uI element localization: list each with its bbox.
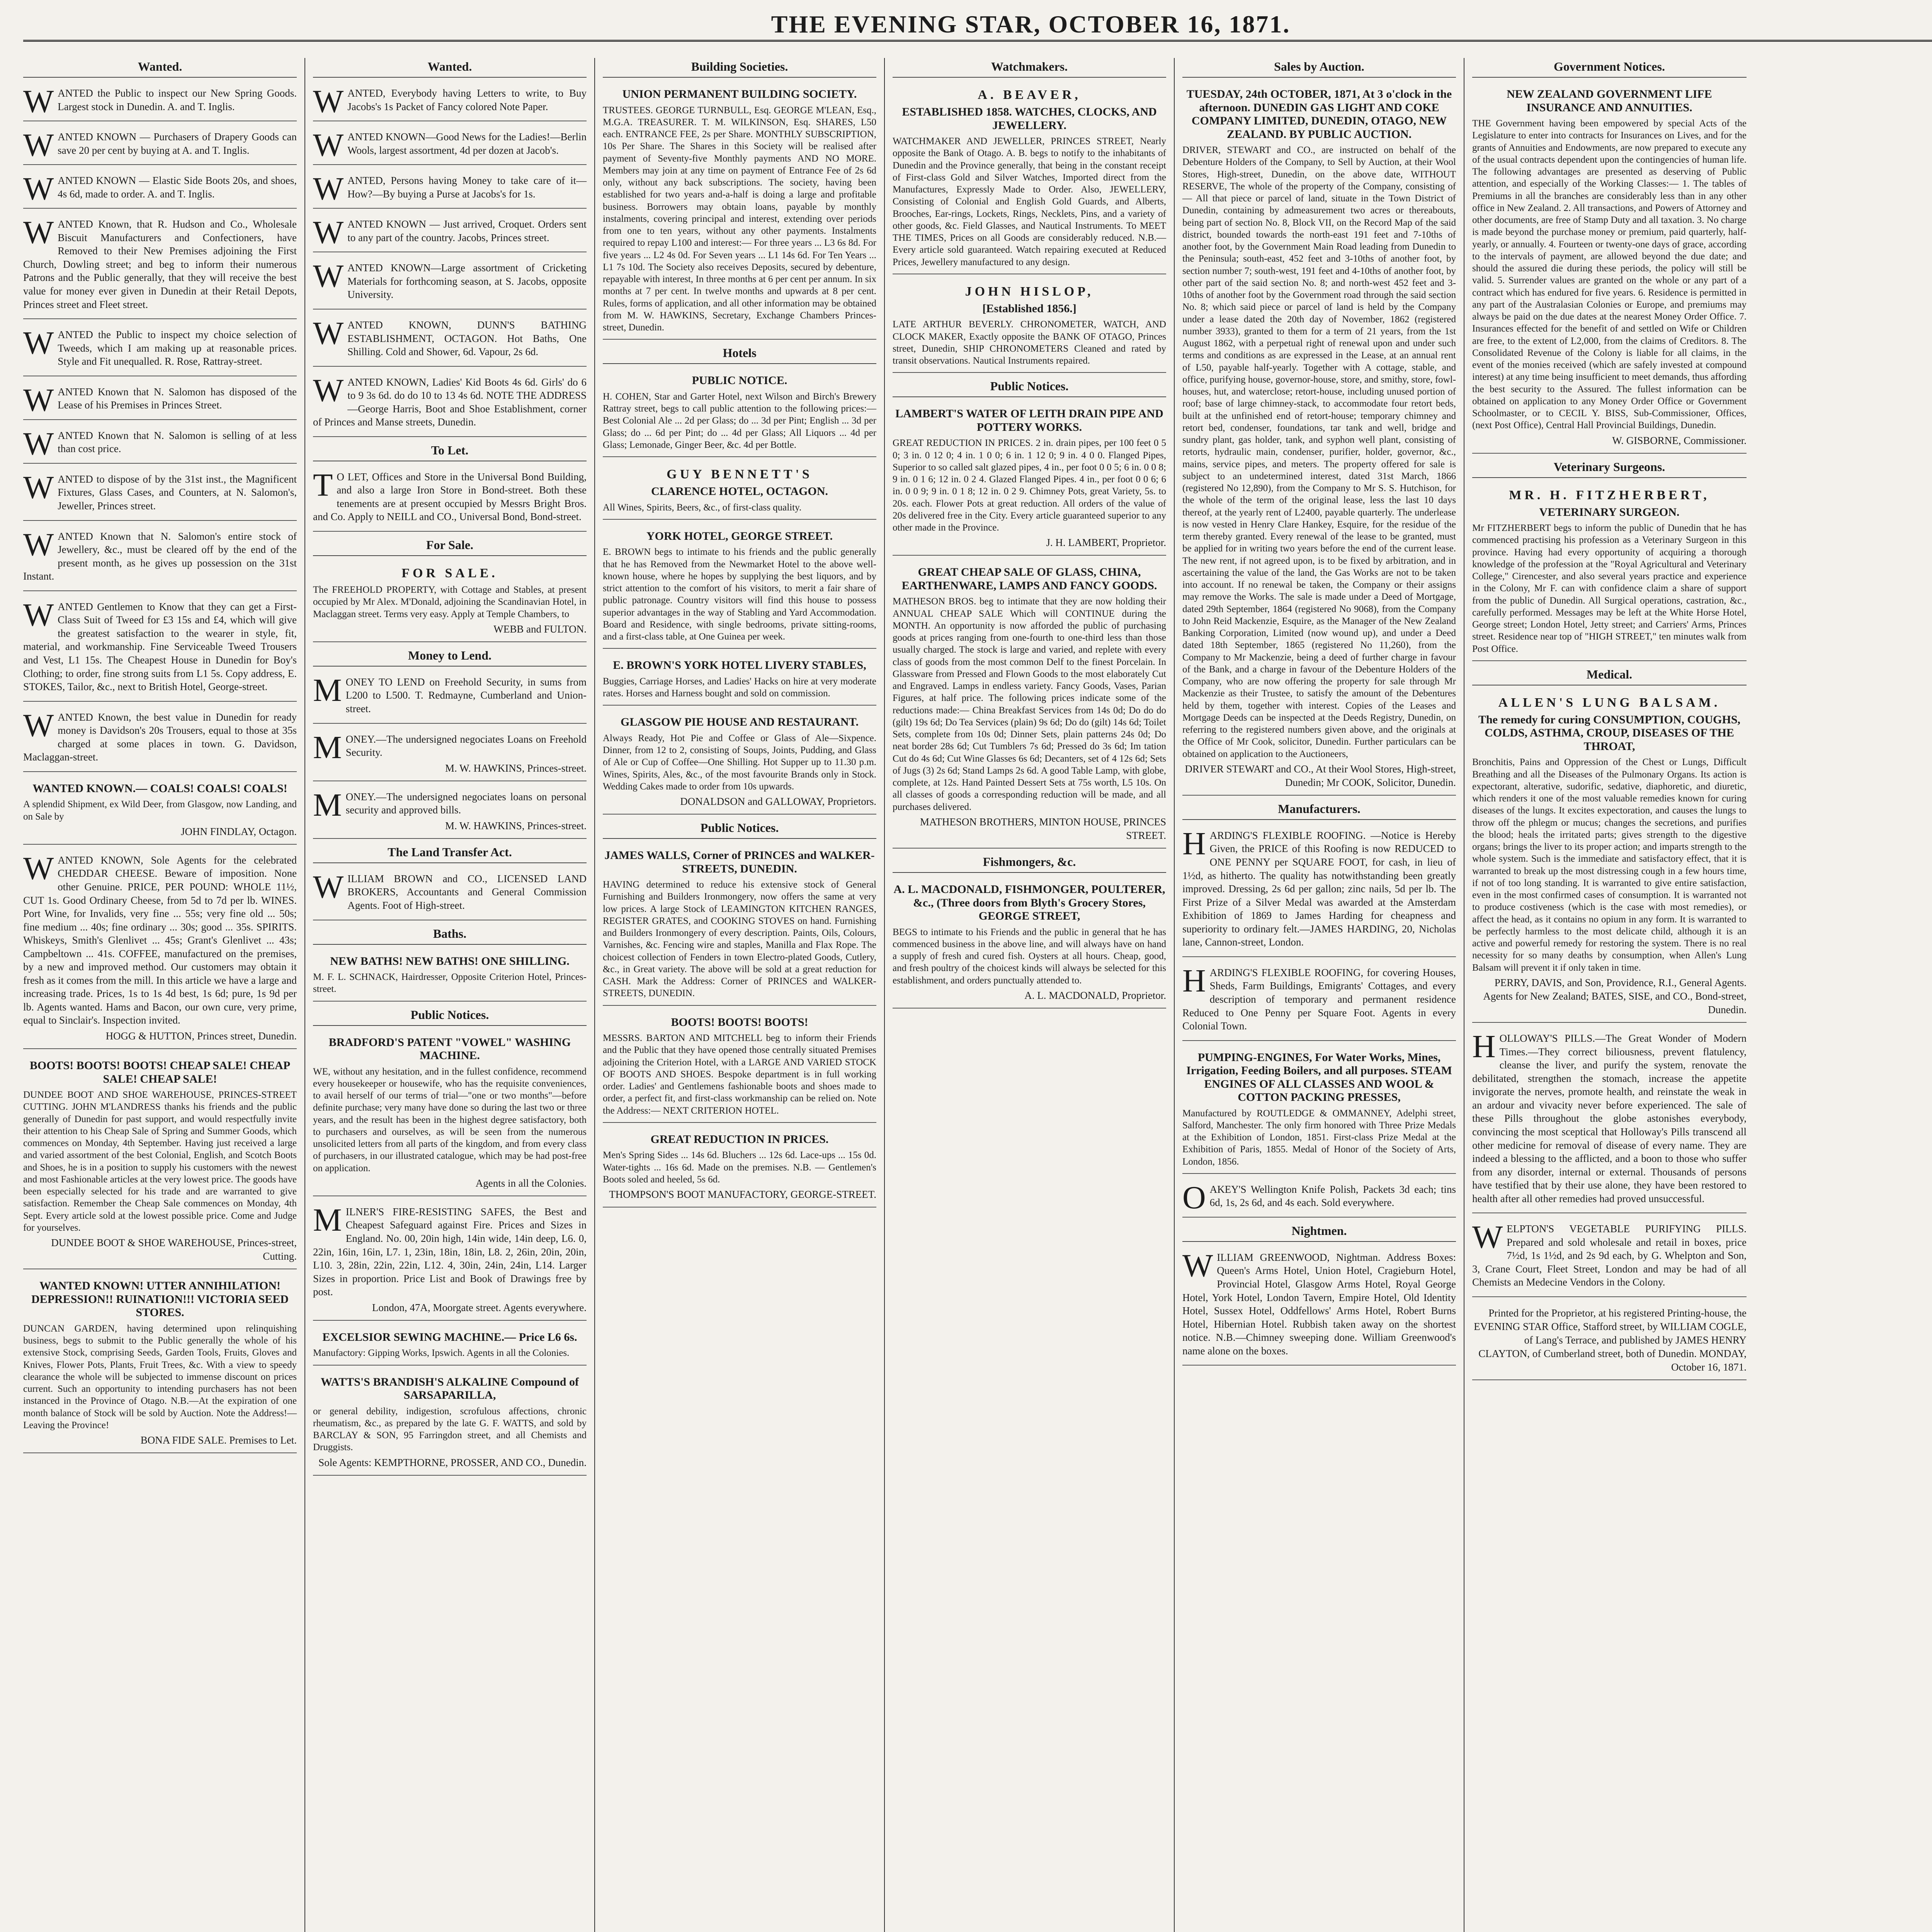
ad-body: WELPTON'S VEGETABLE PURIFYING PILLS. Prepared and sold wholesale and retail in boxes, price 7½d, 1s 1½d, and 2s 9d each, by G. Whelpton and Son, 3, Crane Court, Fleet Street, London and may be had of all Chemists an Medecine Vendors in the Colony. xyxy=(1472,1219,1747,1288)
ad-body: WANTED KNOWN—Large assortment of Cricketing Materials for forthcoming season, at S. Jacobs, opposite University. xyxy=(313,258,587,301)
newspaper-title: THE EVENING STAR, OCTOBER 16, 1871. xyxy=(771,10,1291,38)
advertisement xyxy=(23,777,297,845)
advertisement xyxy=(313,257,587,310)
advertisement xyxy=(1472,483,1747,661)
ad-signature: THOMPSON'S BOOT MANUFACTORY, GEORGE-STREET. xyxy=(609,1189,876,1201)
ad-heading: NEW ZEALAND GOVERNMENT LIFE INSURANCE AND ANNUITIES. xyxy=(1507,88,1712,114)
advertisement xyxy=(313,371,587,437)
ad-body: H. COHEN, Star and Garter Hotel, next Wilson and Birch's Brewery Rattray street, begs to call public attention to the following prices:— Best Colonial Ale ... 2d per Glass; do ... 3d per Pint; English ... 3d per Glass; do ... 6d per Pint; do ... 4d per Glass; All Liquors ... 4d per Glass; Lemonade, Ginger Beer, &c. 4d per Bottle. xyxy=(603,391,876,450)
ad-display-heading: JOHN HISLOP, xyxy=(965,284,1094,299)
ad-body: DUNCAN GARDEN, having determined upon relinquishing business, begs to submit to the Public generally the whole of his extensive Stock, comprising Seeds, Garden Tools, Fruits, Gloves and Knives, Flower Pots, Plants, Fruit Trees, &c. With a view to speedy clearance the whole will be subjected to immense discount on prices current. Such an opportunity to intending purchasers has not been instanced in the Province of Otago. N.B.—At the expiration of one month balance of Stock will be sold by Auction. Note the Address!—Leaving the Province! xyxy=(23,1323,297,1430)
advertisement xyxy=(1182,825,1456,957)
ad-heading: WANTED KNOWN.— COALS! COALS! COALS! xyxy=(32,782,287,795)
section-heading: Watchmakers. xyxy=(893,58,1166,78)
advertisement xyxy=(603,82,876,340)
ad-heading: YORK HOTEL, GEORGE STREET. xyxy=(646,529,833,543)
section-heading: Fishmongers, &c. xyxy=(893,853,1166,873)
ad-body: WANTED KNOWN — Elastic Side Boots 20s, and shoes, 4s 6d, made to order. A. and T. Inglis. xyxy=(23,171,297,207)
section-heading: Baths. xyxy=(313,925,587,945)
advertisement xyxy=(313,126,587,165)
advertisement xyxy=(313,1201,587,1321)
ad-heading: [Established 1856.] xyxy=(982,302,1077,315)
ad-display-heading: FOR SALE. xyxy=(401,566,498,581)
ad-body: WANTED KNOWN — Purchasers of Drapery Goods can save 20 per cent by buying at A. and T. Inglis. xyxy=(23,127,297,163)
advertisement xyxy=(313,728,587,781)
section-heading: Public Notices. xyxy=(893,378,1166,397)
advertisement xyxy=(23,126,297,165)
advertisement xyxy=(313,170,587,209)
ad-body: HAVING determined to reduce his extensive stock of General Furnishing and Builders Ironmongery, now offers the same at very low prices. A large Stock of LEAMINGTON KITCHEN RANGES, REGISTER GRATES, and COOKING STOVES on hand. Furnishing and Builders Ironmongery of every description. Paints, Oils, Colours, Varnishes, &c. Fencing wire and staples, Manilla and Flax Rope. The choicest collection of Fenders in town Electro-plated Goods, Cutlery, &c., in Great variety. The above will be sold at a great reduction for CASH. Mark the Address: Corner of PRINCES and WALKER-STREETS, DUNEDIN. xyxy=(603,879,876,999)
ad-heading: UNION PERMANENT BUILDING SOCIETY. xyxy=(622,88,857,100)
advertisement xyxy=(603,1010,876,1123)
advertisement xyxy=(23,706,297,772)
ad-body: Buggies, Carriage Horses, and Ladies' Hacks on hire at very moderate rates. Horses and Harness bought and sold on commission. xyxy=(603,676,876,699)
ad-body: WANTED KNOWN, DUNN'S BATHING ESTABLISHMENT, OCTAGON. Hot Baths, One Shilling. Cold and Shower, 6d. Vapour, 2s 6d. xyxy=(313,315,587,358)
section-heading: Veterinary Surgeons. xyxy=(1472,458,1747,478)
ad-signature: A. L. MACDONALD, Proprietor. xyxy=(1024,989,1166,1001)
ad-heading: GREAT CHEAP SALE OF GLASS, CHINA, EARTHENWARE, LAMPS AND FANCY GOODS. xyxy=(901,566,1157,592)
advertisement xyxy=(1472,1218,1747,1297)
ad-body: GREAT REDUCTION IN PRICES. 2 in. drain pipes, per 100 feet 0 5 0; 3 in. 0 12 0; 4 in. 1 0 0; 6 in. 1 12 0; 9 in. 4 0 0. Flanged Pipes, Superior to so called salt glazed pipes, 4 in., per foot 0 0 5; 6 in. 0 0 8; 9 in. 0 1 6; 12 in. 0 2 4. Glazed Flanged Pipes. 4 in., per foot 0 0 6; 6 in. 0 0 9; 9 in. 0 1 8; 12 in. 0 2 9. Chimney Pots, great Variety, 5s. to 20s. each. Flower Pots at great reduction. All orders of the value of 20s delivered free in the City. Every article guaranteed superior to any other made in the Province. xyxy=(893,438,1166,533)
ad-heading: TUESDAY, 24th OCTOBER, 1871, At 3 o'clock in the afternoon. DUNEDIN GAS LIGHT AND COKE COMPANY LIMITED, DUNEDIN, OTAGO, NEW ZEALAND. BY PUBLIC AUCTION. xyxy=(1186,88,1452,141)
ad-heading: BOOTS! BOOTS! BOOTS! CHEAP SALE! CHEAP SALE! CHEAP SALE! xyxy=(29,1059,291,1085)
ad-heading: LAMBERT'S WATER OF LEITH DRAIN PIPE AND POTTERY WORKS. xyxy=(895,407,1163,434)
ad-heading: JAMES WALLS, Corner of PRINCES and WALKER-STREETS, DUNEDIN. xyxy=(604,849,875,875)
column-4 xyxy=(885,58,1175,1932)
advertisement xyxy=(23,1054,297,1269)
ad-body: HARDING'S FLEXIBLE ROOFING, for covering Houses, Sheds, Farm Buildings, Emigrants' Cottages, and every description of temporary and permanent residence Reduced to One Penny per Square Foot. Agents in every Colonial Town. xyxy=(1182,963,1456,1032)
ad-body: OAKEY'S Wellington Knife Polish, Packets 3d each; tins 6d, 1s, 2s 6d, and 4s each. Sold everywhere. xyxy=(1182,1179,1456,1216)
ad-body: All Wines, Spirits, Beers, &c., of first-class quality. xyxy=(603,502,802,513)
section-heading: Manufacturers. xyxy=(1182,800,1456,820)
ad-heading: BOOTS! BOOTS! BOOTS! xyxy=(671,1015,808,1029)
ad-body: MILNER'S FIRE-RESISTING SAFES, the Best and Cheapest Safeguard against Fire. Prices and Sizes in England. No. 00, 20in high, 14in wide, 14in deep, L6. 0, 22in, 16in, 16in, L7. 1, 23in, 18in, 18in, L8. 2, 26in, 20in, 20in, L10. 3, 28in, 22in, 22in, L12. 4, 30in, 24in, 24in, L14. Larger Sizes in proportion. Price List and Book of Drawings free by post. xyxy=(313,1202,587,1298)
advertisement xyxy=(1182,82,1456,796)
ad-display-heading: A. BEAVER, xyxy=(978,88,1081,102)
ad-heading: GREAT REDUCTION IN PRICES. xyxy=(650,1133,829,1146)
ad-heading: GLASGOW PIE HOUSE AND RESTAURANT. xyxy=(621,716,859,729)
advertisement xyxy=(893,878,1166,1009)
ad-signature: PERRY, DAVIS, and Son, Providence, R.I., General Agents. Agents for New Zealand; BATES, SISE, and CO., Bond-street, Dunedin. xyxy=(1483,976,1747,1016)
ad-body: A splendid Shipment, ex Wild Deer, from Glasgow, now Landing, and on Sale by xyxy=(23,799,297,822)
advertisement xyxy=(23,170,297,209)
advertisement xyxy=(313,314,587,367)
ad-signature: DRIVER STEWART and CO., At their Wool Stores, High-street, Dunedin; Mr COOK, Solicitor, Dunedin. xyxy=(1185,763,1456,788)
ad-body: WANTED, Everybody having Letters to write, to Buy Jacobs's 1s Packet of Fancy colored Note Paper. xyxy=(313,83,587,119)
ad-body: LATE ARTHUR BEVERLY. CHRONOMETER, WATCH, AND CLOCK MAKER, Exactly opposite the BANK OF OTAGO, Princes street, Dunedin, SHIP CHRONOMETERS Cleaned and rated by transit observations. Nautical Instruments repaired. xyxy=(893,319,1166,366)
masthead xyxy=(23,7,1932,42)
ad-body: TO LET, Offices and Store in the Universal Bond Building, and also a large Iron Store in Bond-street. Both these tenements are at present occupied by Messrs Bright Bros. and Co. Apply to NEILL and CO., Universal Bond, Bond-street. xyxy=(313,467,587,523)
ad-body: DRIVER, STEWART and CO., are instructed on behalf of the Debenture Holders of the Company, to Sell by Auction, at their Wool Stores, High-street, Dunedin, on the above date, WITHOUT RESERVE, The whole of the property of the Company, consisting of— All that piece or parcel of land, situate in the Town District of Dunedin, containing by admeasurement two acres or thereabouts, being part of section No. 8, Block VII, on the Record Map of the said district, bounded towards the north-east 191 feet and 7-10ths of another foot, by the Government Main Road leading from Dunedin to the Peninsula; south-east, 452 feet and 3-10ths of another foot, by section number 7; south-west, 191 feet and 4-10ths of another foot, by other part of the said section No. 8; and north-west 452 feet and 3-10ths of another foot by the Government road through the said section No. 8; which said piece or parcel of land is held by the Company under a lease dated the 20th day of November, 1862 (registered number 3933), granted to them for a term of 21 years, from the 1st August 1862, with a perpetual right of renewal upon and under such terms and conditions as are expressed in the Lease, at an annual rent of L50, payable half-yearly. Together with A cottage, stable, and office, purifying house, governor-house, store, and smithy, store, fowl-houses, hut, and waterclose; retort-house, including unused portion of roof; base of large chimney-stack, to accommodate four retort beds, built at the unfinished end of retort-house; temporary chimney and retort bed, condenser, foundations, tar tank and well, bridge and sundry plant, gas holder, tank, and syphon well plant, consisting of retorts, hydraulic main, condenser, purifier, holder, governor, &c., mains, service pipes, and meters. The property offered for sale is subject to an undetermined interest, dated 31st March, 1866 (registered No 12,890), from the Company to Mr S. S. Hutchison, for the whole of the term of the original lease, less the last 10 days thereof, at the yearly rent of L2400, payable quarterly. The underlease is now vested in Henry Clare Hankey, Esquire, for the residue of the term thereby granted. Every renewal of the lease to be granted, must be applied for in writing two years before the end of the current lease. The new rent, if not agreed upon, is to be fixed by arbitration, and in ascertaining the value of the land, the Gas Works are not to be taken into account. If no renewal be taken, the Company or their assigns may remove the Works. The sale is made under a Deed of Mortgage, dated 29th September, 1864 (registered No 9068), from the Company to John Reid Mackenzie, Esquire, as the Manager of the New Zealand Banking Corporation, Limited (now wound up), and under a Deed dated 18th September, 1865 (registered No 11,260), from the Company to Mr Mackenzie, being a deed of further charge in favour of the Bank, and a charge in favour of the Debenture Holders of the Company, who are now offering the property for sale through Mr Mackenzie as their Trustee, to satisfy the amount of the Debentures held by them, together with interest. Copies of the Leases and Mortgage Deeds can be inspected at the Deeds Registry, Dunedin, on referring to the registered numbers given above, and the originals at the Office of Mr Cook, solicitor, Dunedin. Further particulars can be obtained on application to the Auctioneers, xyxy=(1182,145,1456,759)
ad-display-heading: MR. H. FITZHERBERT, xyxy=(1509,488,1710,502)
section-heading: Public Notices. xyxy=(603,819,876,839)
column-2 xyxy=(305,58,595,1932)
advertisement xyxy=(893,560,1166,849)
advertisement xyxy=(603,369,876,457)
ad-signature: Agents in all the Colonies. xyxy=(475,1177,587,1189)
advertisement xyxy=(313,213,587,252)
advertisement xyxy=(1472,1027,1747,1213)
advertisement xyxy=(1472,1302,1747,1380)
ad-heading: CLARENCE HOTEL, OCTAGON. xyxy=(651,485,828,498)
ad-body: Manufactory: Gipping Works, Ipswich. Agents in all the Colonies. xyxy=(313,1348,570,1359)
advertisement xyxy=(23,381,297,420)
ad-body: MESSRS. BARTON AND MITCHELL beg to inform their Friends and the Public that they have opened those centrally situated Premises adjoining the Criterion Hotel, with a LARGE AND VARIED STOCK OF BOOTS AND SHOES. Bespoke department is in full working order. Ladies' and Gentlemens fashionable boots and shoes made to order, a perfect fit, and first-class workmanship can be relied on. Note the Address:— NEXT CRITERION HOTEL. xyxy=(603,1033,876,1116)
ad-body: Men's Spring Sides ... 14s 6d. Bluchers ... 12s 6d. Lace-ups ... 15s 0d. Water-tights ... 16s 6d. Made on the premises. N.B. — Gentlemen's Boots soled and heeled, 5s 6d. xyxy=(603,1150,876,1185)
ad-body: WANTED the Public to inspect my choice selection of Tweeds, which I am making up at reasonable prices. Style and Fit unequalled. R. Rose, Rattray-street. xyxy=(23,325,297,367)
ad-heading: WANTED KNOWN! UTTER ANNIHILATION! DEPRESSION!! RUINATION!!! VICTORIA SEED STORES. xyxy=(31,1279,289,1319)
advertisement xyxy=(313,1370,587,1476)
ad-body: M. F. L. SCHNACK, Hairdresser, Opposite Criterion Hotel, Princes-street. xyxy=(313,972,587,995)
ad-body: WANTED, Persons having Money to take care of it—How?—By buying a Purse at Jacobs's for 1s. xyxy=(313,171,587,207)
advertisement xyxy=(23,468,297,521)
ad-body: E. BROWN begs to intimate to his friends and the public generally that he has Removed from the Newmarket Hotel to the above well-known house, where he hopes by supplying the best liquors, and by strict attention to the comfort of his visitors, to merit a fair share of public patronage. Country visitors will find this house to possess superior advantages in the way of Stabling and Yard Accommodation. Board and Residence, with single bedrooms, private sitting-rooms, and a first-class table, at One Guinea per week. xyxy=(603,547,876,642)
advertisement xyxy=(23,849,297,1049)
section-heading: To Let. xyxy=(313,442,587,461)
advertisement xyxy=(313,561,587,642)
ad-body: HARDING'S FLEXIBLE ROOFING. —Notice is Hereby Given, the PRICE of this Roofing is now REDUCED to ONE PENNY per SQUARE FOOT, for cash, in lieu of 1½d, as hitherto. The quality has notwithstanding been greatly improved. Dressing, 2s 6d per gallon; zinc nails, 5d per lb. The First Prize of a Silver Medal was awarded at the Amsterdam Exhibition of 1869 to James Harding for cheapness and superiority to ordinary felt.—JAMES HARDING, 20, Nicholas lane, Cannon-street, London. xyxy=(1182,825,1456,948)
section-heading: Government Notices. xyxy=(1472,58,1747,78)
ad-signature: Printed for the Proprietor, at his registered Printing-house, the EVENING STAR Office, Stafford street, by WILLIAM COGLE, of Lang's Terrace, and published by JAMES HENRY CLAYTON, of Cumberland street, both of Dunedin. MONDAY, October 16, 1871. xyxy=(1474,1307,1747,1373)
advertisement xyxy=(1472,690,1747,1023)
section-heading: Wanted. xyxy=(313,58,587,78)
ad-heading: WATTS'S BRANDISH'S ALKALINE Compound of SARSAPARILLA, xyxy=(321,1375,579,1402)
ad-body: TRUSTEES. GEORGE TURNBULL, Esq. GEORGE M'LEAN, Esq., M.G.A. TREASURER. T. M. WILKINSON, Esq. SHARES, L50 each. ENTRANCE FEE, 2s per Share. MONTHLY SUBSCRIPTION, 10s Per Share. The Shares in this Society will be realised after payment of Seventy-five Monthly payments AND NO MORE. Members may join at any time on payment of Entrance Fee of 2s 6d only, without any back subscriptions. The society, having been established for two years and-a-half is doing a large and profitable business. Borrowers may obtain loans, payable by monthly instalments, covering principal and interest, extending over periods from one to ten years, without any other payments. Instalments required to repay L100 and interest:— For three years ... L3 6s 8d. For five years ... L2 4s 0d. For Seven years ... L1 14s 6d. For Ten Years ... L1 7s 10d. The Society also receives Deposits, secured by debenture, repayable with interest, In three months at 6 per cent per annum. In six months at 7 per cent. In twelve months and upwards at 8 per cent. Rules, forms of application, and all other information may be obtained from M. W. HAWKINS, Secretary, Exchange Chambers Princes-street, Dunedin. xyxy=(603,105,876,333)
section-heading: Sales by Auction. xyxy=(1182,58,1456,78)
ad-body: WILLIAM BROWN and CO., LICENSED LAND BROKERS, Accountants and General Commission Agents. Foot of High-street. xyxy=(313,869,587,911)
advertisement xyxy=(23,526,297,591)
ad-body: WANTED KNOWN, Ladies' Kid Boots 4s 6d. Girls' do 6 to 9 3s 6d. do do 10 to 13 4s 6d. NOTE THE ADDRESS—George Harris, Boot and Shoe Establishment, corner of Princes and Manse streets, Dunedin. xyxy=(313,372,587,428)
advertisement xyxy=(603,653,876,706)
section-heading: Public Notices. xyxy=(313,1006,587,1026)
ad-body: MONEY TO LEND on Freehold Security, in sums from L200 to L500. T. Redmayne, Cumberland and Union-street. xyxy=(313,672,587,714)
ad-body: WANTED to dispose of by the 31st inst., the Magnificent Fixtures, Glass Cases, and Counters, at N. Salomon's, Jeweller, Princes street. xyxy=(23,469,297,512)
ad-body: Manufactured by ROUTLEDGE & OMMANNEY, Adelphi street, Salford, Manchester. The only firm honored with Three Prize Medals at the Exhibition of London, 1851. First-class Prize Medal at the Exhibition of Paris, 1855. Medal of Honor of the Society of Arts, London, 1856. xyxy=(1182,1108,1456,1167)
advertisement xyxy=(313,786,587,839)
advertisement xyxy=(1472,82,1747,454)
column-5 xyxy=(1175,58,1464,1932)
ad-body: WANTED Gentlemen to Know that they can get a First-Class Suit of Tweed for £3 15s and £4, which will give the greatest satisfaction to the wearer in style, fit, material, and workmanship. Fine Serviceable Tweed Trousers and Vest, L1 15s. The Cheapest House in Dunedin for Boy's Clothing; to order, fine strong suits from L1 5s. Copy address, E. STOKES, Tailor, &c., next to British Hotel, George-street. xyxy=(23,597,297,693)
ad-body: WATCHMAKER AND JEWELLER, PRINCES STREET, Nearly opposite the Bank of Otago. A. B. begs to notify to the inhabitants of Dunedin and the Province generally, that being in the constant receipt of First-class Gold and Silver Watches, Imported direct from the Manufactures, Expressly Made to Order. Also, JEWELLERY, Consisting of Colonial and English Gold Guards, and Alberts, Brooches, Ear-rings, Lockets, Rings, Necklets, Pins, and a variety of other goods, &c. Field Glasses, and Nautical Instruments. To MEET THE TIMES, Prices on all Goods are considerably reduced. N.B.—Every article sold guaranteed. Watch repairing executed at Reduced Prices, Jewellery manufactured to any design. xyxy=(893,136,1166,267)
ad-body: WILLIAM GREENWOOD, Nightman. Address Boxes: Queen's Arms Hotel, Union Hotel, Cragieburn Hotel, Provincial Hotel, Glasgow Arms Hotel, Royal George Hotel, York Hotel, London Tavern, Empire Hotel, Old Identity Hotel, Sussex Hotel, Oddfellows' Arms Hotel, Robert Burns Hotel, Hibernian Hotel. Rubbish taken away on the shortest notice. N.B.—Chimney sweeping done. William Greenwood's name alone on the boxes. xyxy=(1182,1247,1456,1357)
ad-body: MONEY.—The undersigned negociates Loans on Freehold Security. xyxy=(313,729,587,765)
advertisement xyxy=(313,466,587,532)
ad-signature: JOHN FINDLAY, Octagon. xyxy=(180,825,297,837)
advertisement xyxy=(1182,962,1456,1041)
advertisement xyxy=(23,324,297,376)
advertisement xyxy=(23,1274,297,1453)
section-heading: Nightmen. xyxy=(1182,1222,1456,1242)
section-heading: Wanted. xyxy=(23,58,297,78)
advertisement xyxy=(603,524,876,649)
section-heading: The Land Transfer Act. xyxy=(313,844,587,863)
newspaper-columns xyxy=(15,58,1932,1932)
ad-signature: DONALDSON and GALLOWAY, Proprietors. xyxy=(680,796,876,807)
section-heading: For Sale. xyxy=(313,536,587,556)
advertisement xyxy=(603,462,876,520)
ad-body: WANTED KNOWN — Just arrived, Croquet. Orders sent to any part of the country. Jacobs, Princes street. xyxy=(313,214,587,251)
column-6 xyxy=(1464,58,1754,1932)
advertisement xyxy=(1182,1247,1456,1366)
ad-heading: The remedy for curing CONSUMPTION, COUGHS, COLDS, ASTHMA, CROUP, DISEASES OF THE THROAT, xyxy=(1478,713,1741,753)
ad-body: WANTED Known that N. Salomon is selling of at less than cost price. xyxy=(23,425,297,462)
ad-body: Bronchitis, Pains and Oppression of the Chest or Lungs, Difficult Breathing and all the Diseases of the Pulmonary Organs. Its action is expectorant, alterative, sudorific, sedative, diaphoretic, and diuretic, which renders it one of the most valuable remedies known for curing diseases of the lungs. It excites expectoration, and causes the lungs to throw off the phlegm or mucus; changes the secretions, and purifies the blood; heals the irritated parts; gives strength to the digestive organs; brings the liver to its proper action; and imparts strength to the whole system. Such is the immediate and satisfactory effect, that it is warranted to break up the most distressing cough in a few hours time, if not of too long standing. It is warranted to give entire satisfaction, even in the most confirmed cases of consumption. It is warranted not to produce costiveness (which is the case with most remedies), or affect the head, as it contains no opium in any form. It is warranted to be perfectly harmless to the most delicate child, although it is an active and powerful remedy for restoring the system. There is no real necessity for so many deaths by consumption, when Allen's Lung Balsam will prevent it if only taken in time. xyxy=(1472,757,1747,973)
ad-signature: J. H. LAMBERT, Proprietor. xyxy=(1046,537,1166,549)
ad-heading: A. L. MACDONALD, FISHMONGER, POULTERER, &c., (Three doors from Blyth's Grocery Stores, GEORGE STREET, xyxy=(893,883,1165,923)
advertisement xyxy=(893,402,1166,556)
advertisement xyxy=(23,425,297,464)
ad-signature: W. GISBORNE, Commissioner. xyxy=(1612,434,1747,446)
advertisement xyxy=(313,1031,587,1196)
ad-heading: PUBLIC NOTICE. xyxy=(692,374,787,387)
column-3 xyxy=(595,58,885,1932)
ad-signature: M. W. HAWKINS, Princes-street. xyxy=(445,762,587,774)
advertisement xyxy=(603,710,876,815)
column-1 xyxy=(15,58,305,1932)
advertisement xyxy=(23,596,297,702)
ad-body: Mr FITZHERBERT begs to inform the public of Dunedin that he has commenced practising his profession as a Veterinary Surgeon in this province. Having had every opportunity of acquiring a thorough knowledge of the profession at the "Royal Agricultural and Veterinary College," Cirencester, and also several years practice and experience in the Colony, Mr F. can with confidence claim a share of support from the public of Dunedin. All Surgical operations, castration, &c., carefully performed. Messages may be left at the White Horse Hotel, George street; London Hotel, Jetty street; and Carriers' Arms, Princes street. Residence near top of "HIGH STREET," ten minutes walk from Post Office. xyxy=(1472,523,1747,654)
section-heading: Hotels xyxy=(603,344,876,364)
ad-body: WANTED KNOWN—Good News for the Ladies!—Berlin Wools, largest assortment, 4d per dozen at Jacob's. xyxy=(313,127,587,163)
ad-body: WANTED Known, that R. Hudson and Co., Wholesale Biscuit Manufacturers and Confectioners, have Removed to their New Premises adjoining the First Church, Dowling street; and beg to inform their numerous Patrons and the Public generally, that they will receive the best value for money ever given in Dunedin at their Retail Depots, Princes street and Fleet street. xyxy=(23,214,297,310)
ad-signature: WEBB and FULTON. xyxy=(493,623,587,635)
advertisement xyxy=(893,82,1166,274)
section-heading: Money to Lend. xyxy=(313,647,587,667)
advertisement xyxy=(313,868,587,920)
advertisement xyxy=(313,949,587,1002)
advertisement xyxy=(1182,1046,1456,1174)
advertisement xyxy=(23,213,297,319)
ad-body: MONEY.—The undersigned negociates loans on personal security and approved bills. xyxy=(313,787,587,823)
ad-heading: BRADFORD'S PATENT "VOWEL" WASHING MACHINE. xyxy=(328,1036,571,1062)
ad-heading: NEW BATHS! NEW BATHS! ONE SHILLING. xyxy=(330,954,570,968)
ad-signature: BONA FIDE SALE. Premises to Let. xyxy=(140,1434,297,1446)
advertisement xyxy=(313,82,587,121)
ad-signature: Sole Agents: KEMPTHORNE, PROSSER, AND CO., Dunedin. xyxy=(318,1456,587,1468)
ad-signature: HOGG & HUTTON, Princes street, Dunedin. xyxy=(105,1030,297,1042)
ad-signature: DUNDEE BOOT & SHOE WAREHOUSE, Princes-street, Cutting. xyxy=(51,1237,297,1262)
ad-body: MATHESON BROS. beg to intimate that they are now holding their ANNUAL CHEAP SALE Which will CONTINUE during the MONTH. An opportunity is now afforded the public of purchasing goods at prices ranging from one-fourth to one-third less than those usually charged. The stock is large and varied, and replete with every class of goods from the most common Delf to the finest Porcelain. In Glassware from Pressed and Flown Goods to the most elaborately Cut and Engraved. Lamps in endless variety. Fancy Goods, Vases, Parian Figures, at half price. The following prices indicate some of the reductions made:— China Breakfast Services from 14s 0d; Do do do (gilt) 19s 6d; Do Tea Services (plain) 9s 6d; Do do (gilt) 14s 6d; Toilet Sets, complete from 10s 0d; Dinner Sets, plain patterns 24s 0d; Do neat border 28s 6d; Cut Tumblers 7s 6d; Pressed do 3s 6d; Im tation Cut do 4s 6d; Cut Wine Glasses 6s 6d; Decanters, set of 4 12s 6d; Sets of Jugs (3) 2s 6d; Stand Lamps 2s 6d. A good Table Lamp, with globe, complete, at 12s. Hand Painted Dessert Sets at 75s worth, L5 10s. On all classes of goods a corresponding reduction will be made, and all purchases delivered. xyxy=(893,596,1166,812)
advertisement xyxy=(1182,1179,1456,1218)
ad-display-heading: GUY BENNETT'S xyxy=(667,467,813,481)
ad-body: DUNDEE BOOT AND SHOE WAREHOUSE, PRINCES-STREET CUTTING. JOHN M'LANDRESS thanks his friends and the public generally of Dunedin for past support, and would respectfully invite their attention to his Cheap Sale of Spring and Summer Goods, which commences on Monday, 4th September. Having just received a large and varied assortment of the best Colonial, English, and Scotch Boots and Shoes, he is in a position to supply his customers with the newest and most Fashionable articles at the very lowest price. The goods have been especially selected for his trade and are warranted to give satisfaction. Remember the Cheap Sale commences on Monday, 4th Sept. Every article sold at the lowest possible price. Come and Judge for yourselves. xyxy=(23,1090,297,1233)
ad-body: BEGS to intimate to his Friends and the public in general that he has commenced business in the above line, and will always have on hand a supply of fresh and cured fish. Oysters at all hours. Cheap, good, and fresh poultry of the choicest kinds will always be selected for this establishment, and orders punctually attended to. xyxy=(893,927,1166,986)
ad-heading: E. BROWN'S YORK HOTEL LIVERY STABLES, xyxy=(613,659,866,672)
advertisement xyxy=(23,82,297,121)
ad-heading: EXCELSIOR SEWING MACHINE.— Price L6 6s. xyxy=(322,1330,577,1344)
section-heading: Medical. xyxy=(1472,666,1747,685)
ad-signature: MATHESON BROTHERS, MINTON HOUSE, PRINCES STREET. xyxy=(920,816,1166,841)
ad-body: THE Government having been empowered by special Acts of the Legislature to enter into contracts for Insurances on Lives, and for the grants of Annuities and Endowments, are now prepared to execute any of the usual contracts dependent upon the contingencies of human life. The following advantages are presented as deserving of Public attention, and especially of the Working Classes:— 1. The tables of Premiums in all the branches are considerably less than in any other office in New Zealand. 2. All transactions, and Powers of Attorney and other documents, are free of Stamp Duty and all taxation. 3. No charge is made beyond the purchase money or premium, paid quarterly, half-yearly, or annually. 4. Fourteen or twenty-one days of grace, according to the intervals of payment, are allowed beyond the due date; and should the assured die during these periods, the policy will still be valid. 5. Surrender values are granted on the whole or any part of a contract which has endured for five years. 6. Residence is permitted in any part of the Australasian Colonies or Europe, and premiums may always be paid on the due dates at the nearest Money Order Office. 7. Insurances effected for the benefit of and settled on Wife or Children are free, to the extent of L2,000, from the claims of Creditors. 8. The Consolidated Revenue of the Colony is liable for all claims, in the event of the monies received (which are safely invested at compound interest) at any time being insufficient to meet demands, thus affording the best security to the Assured. The fullest information can be obtained on application to any Money Order Office or Government Schoolmaster, or to CECIL Y. BISS, Sub-Commissioner, Offices, (next Post Office), Central Hall Provincial Buildings, Dunedin. xyxy=(1472,118,1747,431)
ad-heading: PUMPING-ENGINES, For Water Works, Mines, Irrigation, Feeding Boilers, and all purposes. STEAM ENGINES OF ALL CLASSES AND WOOL & COTTON PACKING PRESSES, xyxy=(1186,1051,1452,1104)
ad-heading: VETERINARY SURGEON. xyxy=(1539,505,1680,519)
ad-body: The FREEHOLD PROPERTY, with Cottage and Stables, at present occupied by Mr Alex. M'Donald, adjoining the Scandinavian Hotel, in Maclaggan street. Terms very easy. Apply at Temple Chambers, to xyxy=(313,585,587,619)
ad-body: Always Ready, Hot Pie and Coffee or Glass of Ale—Sixpence. Dinner, from 12 to 2, consisting of Soups, Joints, Pudding, and Glass of Ale or Cup of Coffee—One Shilling. Hot Supper up to 11.30 p.m. Wines, Spirits, Ales, &c., of the most favourite Brands only in Stock. Wedding Cakes made to order from 10s upwards. xyxy=(603,733,876,792)
ad-heading: ESTABLISHED 1858. WATCHES, CLOCKS, AND JEWELLERY. xyxy=(902,105,1157,132)
ad-signature: London, 47A, Moorgate street. Agents everywhere. xyxy=(372,1301,587,1313)
ad-body: WANTED KNOWN, Sole Agents for the celebrated CHEDDAR CHEESE. Beware of imposition. None other Genuine. PRICE, PER POUND: WHOLE 11½, CUT 1s. Good Ordinary Cheese, from 5d to 7d per lb. WINES. Port Wine, for Invalids, very fine ... 55s; very fine old ... 50s; fine medium ... 40s; fine ordinary ... 30s; good ... 35s. SPIRITS. Whiskeys, Smith's Glenlivet ... 45s; Grant's Glenlivet ... 43s; Campbeltown ... 41s. COFFEE, manufactured on the premises, by a new and improved method. Our customers may obtain it fresh as it comes from the mill. In this article we have a large and increasing trade. Prices, 1s to 1s 4d best, 1s 6d; pure, 1s 9d per lb. Agents wanted. Hams and Bacon, our own cure, very prime, equal to Sinclair's. Inspection invited. xyxy=(23,850,297,1026)
advertisement xyxy=(313,671,587,724)
advertisement xyxy=(603,844,876,1006)
ad-body: WANTED Known, the best value in Dunedin for ready money is Davidson's 20s Trousers, equal to those at 35s charged at some places in town. G. Davidson, Maclaggan-street. xyxy=(23,707,297,763)
ad-body: WE, without any hesitation, and in the fullest confidence, recommend every housekeeper or housewife, who has the requisite conveniences, to avail herself of our terms of trial—"one or two months"—before definite purchase; very many have done so during the last two or three years, and the result has been in the highest degree satisfactory, both to purchasers and ourselves, as will be seen from the numerous unsolicited letters from all parts of the kingdom, and from every class of purchasers, in our illustrated catalogue, which may be had post-free on application. xyxy=(313,1066,587,1173)
advertisement xyxy=(313,1325,587,1366)
ad-body: WANTED Known that N. Salomon's entire stock of Jewellery, &c., must be cleared off by the end of the present month, as he gives up possession on the 31st Instant. xyxy=(23,526,297,582)
ad-body: WANTED Known that N. Salomon has disposed of the Lease of his Premises in Princes Street. xyxy=(23,382,297,418)
section-heading: Building Societies. xyxy=(603,58,876,78)
ad-body: WANTED the Public to inspect our New Spring Goods. Largest stock in Dunedin. A. and T. Inglis. xyxy=(23,83,297,119)
ad-signature: M. W. HAWKINS, Princes-street. xyxy=(445,820,587,832)
ad-body: or general debility, indigestion, scrofulous affections, chronic rheumatism, &c., as prepared by the late G. F. WATTS, and sold by BARCLAY & SON, 95 Farringdon street, and all Chemists and Druggists. xyxy=(313,1406,587,1453)
ad-body: HOLLOWAY'S PILLS.—The Great Wonder of Modern Times.—They correct biliousness, prevent flatulency, cleanse the liver, and purify the system, renovate the debilitated, strengthen the stomach, increase the appetite invigorate the nerves, promote health, and reinstate the weak in an ardour and vivacity never before experienced. The sale of these Pills throughout the globe astonishes everybody, convincing the most sceptical that Holloway's Pills transcend all other medicine for removal of disease of every name. They are indeed a blessing to the afflicted, and a boon to those who suffer from any disorder, internal or external. Thousands of persons have testified that by their use alone, they have been restored to health after all other remedies had proved unsuccessful. xyxy=(1472,1029,1747,1204)
advertisement xyxy=(603,1128,876,1208)
advertisement xyxy=(893,279,1166,373)
ad-display-heading: ALLEN'S LUNG BALSAM. xyxy=(1498,695,1721,710)
